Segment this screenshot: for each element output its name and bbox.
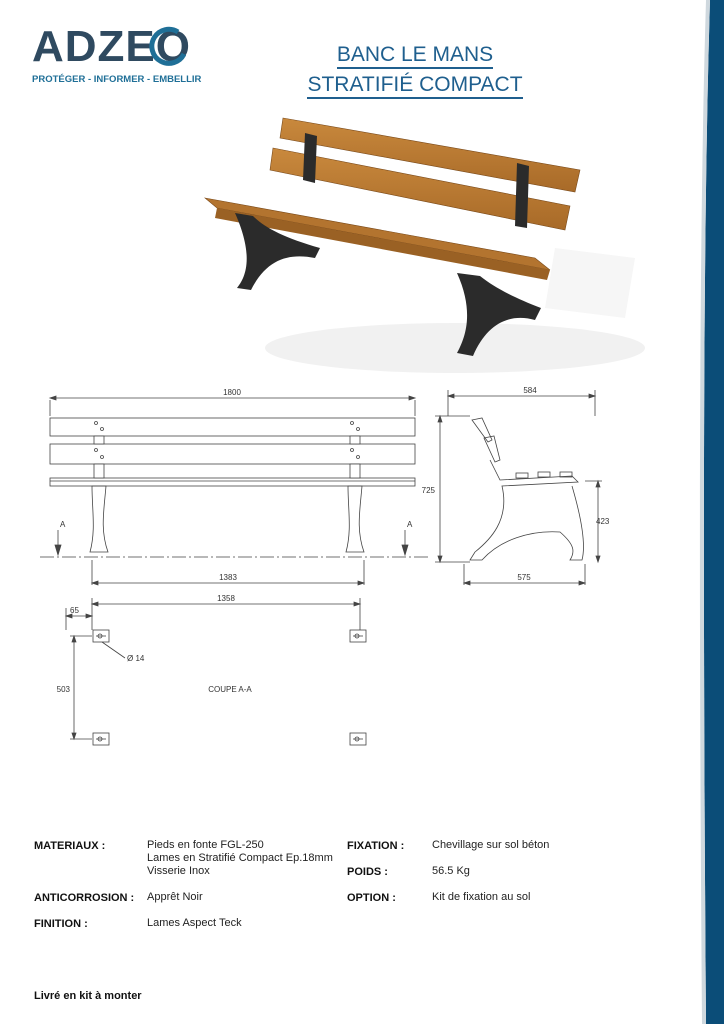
dim-side-depth-bottom: 575 [517, 573, 531, 582]
section-marker-right: A [407, 520, 413, 529]
spec-anticorrosion-value: Apprêt Noir [147, 891, 203, 903]
product-title-line1: BANC LE MANS [260, 42, 570, 68]
brand-name: ADZEO [32, 22, 191, 71]
dim-side-height: 725 [421, 486, 435, 495]
spec-fixation-value: Chevillage sur sol béton [432, 839, 550, 851]
spec-option-label: OPTION : [347, 892, 396, 904]
dim-leg-span: 1383 [219, 573, 237, 582]
dim-front-width: 1800 [223, 388, 241, 397]
dim-plan-offset: 65 [70, 606, 79, 615]
specifications [0, 835, 724, 985]
logo-swoosh-icon [148, 26, 186, 66]
spec-materiaux-line1: Pieds en fonte FGL-250 [147, 839, 264, 851]
spec-finition-label: FINITION : [34, 918, 88, 930]
spec-anticorrosion-label: ANTICORROSION : [34, 892, 135, 904]
section-marker-left: A [60, 520, 66, 529]
product-title-line2: STRATIFIÉ COMPACT [260, 72, 570, 98]
spec-poids-label: POIDS : [347, 866, 388, 878]
dim-plan-span: 1358 [217, 594, 235, 603]
section-a-a-view [57, 594, 366, 745]
bench-photo [195, 108, 645, 383]
dim-hole-diameter: Ø 14 [127, 654, 145, 663]
spec-option-value: Kit de fixation au sol [432, 891, 531, 903]
spec-materiaux-label: MATERIAUX : [34, 840, 106, 852]
dim-seat-height: 423 [596, 517, 610, 526]
technical-drawings [30, 380, 630, 760]
dim-plan-depth: 503 [56, 685, 70, 694]
section-title: COUPE A-A [208, 685, 252, 694]
side-view [422, 386, 610, 585]
spec-poids-value: 56.5 Kg [432, 865, 470, 877]
front-view [40, 388, 430, 585]
dim-side-depth-top: 584 [523, 386, 537, 395]
brand-logo [30, 22, 202, 94]
spec-finition-value: Lames Aspect Teck [147, 917, 242, 929]
spec-materiaux-line2: Lames en Stratifié Compact Ep.18mm [147, 852, 333, 864]
spec-fixation-label: FIXATION : [347, 840, 405, 852]
brand-tagline: PROTÉGER - INFORMER - EMBELLIR [32, 74, 202, 85]
delivery-note: Livré en kit à monter [34, 990, 142, 1002]
spec-materiaux-line3: Visserie Inox [147, 865, 210, 877]
